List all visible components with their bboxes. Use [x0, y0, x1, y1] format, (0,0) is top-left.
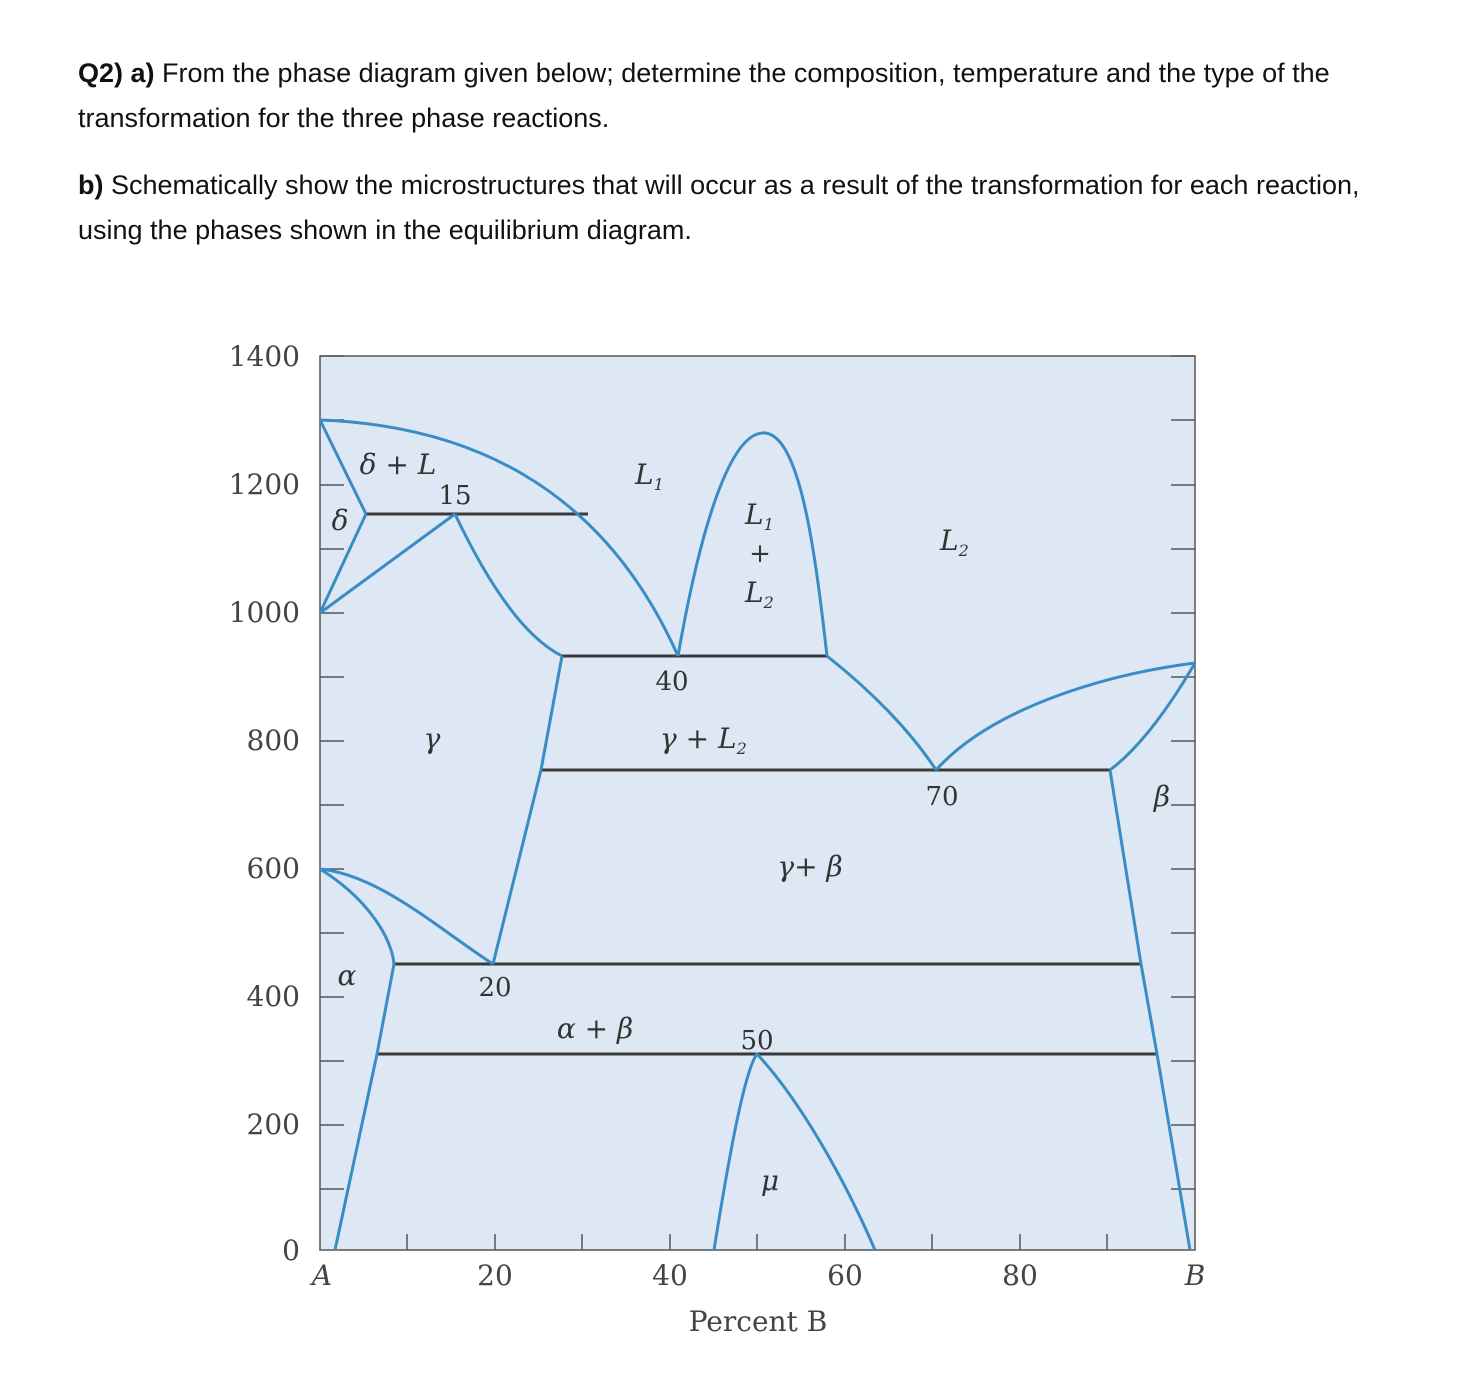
x-axis-title: Percent B	[688, 1305, 828, 1338]
x-tick-label: A	[311, 1259, 333, 1292]
label-plus-in-dome: +	[749, 539, 771, 569]
label-beta: β	[1153, 780, 1171, 813]
label-composition-70: 70	[925, 782, 959, 812]
label-l1-in-dome-main: L	[745, 498, 764, 531]
x-tick-labels	[309, 1259, 1205, 1292]
y-tick-label: 200	[246, 1108, 300, 1141]
question-a-prefix: Q2) a)	[78, 58, 155, 88]
label-delta: δ	[331, 504, 349, 537]
y-tick-label: 1400	[228, 340, 300, 373]
y-tick-labels	[229, 340, 300, 1267]
question-part-b	[78, 163, 1378, 253]
label-delta-plus-l: δ + L	[359, 448, 437, 481]
label-gamma-plus-l2-subscript: 2	[736, 739, 747, 758]
x-tick-label: 80	[1002, 1259, 1038, 1292]
label-l2-in-dome-subscript: 2	[763, 593, 774, 612]
label-gamma-plus-beta: γ+ β	[777, 850, 843, 883]
label-l2-subscript: 2	[958, 541, 969, 560]
label-alpha: α	[337, 959, 357, 992]
label-gamma-plus-l2-main: γ + L	[660, 722, 737, 755]
question-a-text: From the phase diagram given below; determine the composition, temperature and the type of the transformation for the three phase reactions.	[78, 58, 1330, 133]
label-composition-50: 50	[740, 1026, 774, 1056]
phase-diagram	[0, 300, 1458, 1376]
question-part-a	[78, 51, 1378, 141]
x-tick-label: 20	[477, 1259, 513, 1292]
x-tick-label: 40	[652, 1259, 688, 1292]
label-composition-40: 40	[655, 667, 689, 697]
y-tick-label: 0	[282, 1234, 300, 1267]
y-tick-label: 400	[246, 980, 300, 1013]
label-mu: μ	[760, 1164, 780, 1197]
y-tick-label: 1200	[228, 468, 300, 501]
label-gamma-plus-l2	[660, 722, 747, 758]
question-b-prefix: b)	[78, 170, 104, 200]
y-tick-label: 1000	[228, 596, 300, 629]
label-l2-in-dome-main: L	[745, 576, 764, 609]
x-tick-label: 60	[827, 1259, 863, 1292]
label-alpha-plus-beta: α + β	[556, 1012, 634, 1045]
label-l1-main: L	[635, 458, 654, 491]
label-composition-15: 15	[438, 481, 472, 511]
label-l2-main: L	[940, 524, 959, 557]
label-composition-20: 20	[478, 973, 512, 1003]
label-l1-subscript: 1	[653, 475, 664, 494]
y-tick-label: 800	[246, 724, 300, 757]
question-b-text: Schematically show the microstructures that will occur as a result of the transformation for each reaction, using the phases shown in the equilibrium diagram.	[78, 170, 1360, 245]
label-gamma: γ	[423, 722, 441, 755]
y-tick-label: 600	[246, 852, 300, 885]
label-l1-in-dome-subscript: 1	[763, 515, 774, 534]
x-tick-label: B	[1184, 1259, 1206, 1292]
